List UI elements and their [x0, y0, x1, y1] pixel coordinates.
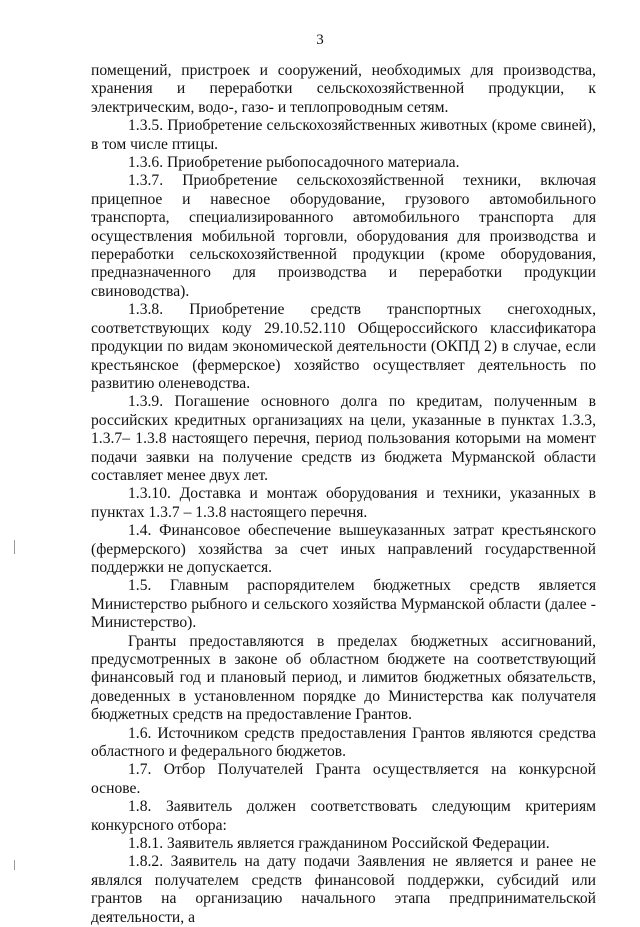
paragraph: 1.3.7. Приобретение сельскохозяйственной техники, включая прицепное и навесное оборудование, грузового автомобильного транспорта, специализированного автомобильного транспорта для осуществления мобильной торговли, оборудования для производства и переработки сельскохозяйственной продукции (кроме оборудования, предназначенного для производства и переработки продукции свиноводства).: [91, 172, 596, 300]
paragraph: 1.5. Главным распорядителем бюджетных средств является Министерство рыбного и сельского хозяйства Мурманской области (далее - Министерство).: [91, 577, 596, 632]
document-body: [91, 62, 596, 927]
paragraph: 1.7. Отбор Получателей Гранта осуществляется на конкурсной основе.: [91, 761, 596, 797]
paragraph: Гранты предоставляются в пределах бюджетных ассигнований, предусмотренных в законе об областном бюджете на соответствующий финансовый год и плановый период, и лимитов бюджетных обязательств, доведенных в установленном порядке до Министерства как получателя бюджетных средств на предоставление Грантов.: [91, 632, 596, 724]
paragraph: 1.3.9. Погашение основного долга по кредитам, полученным в российских кредитных организациях на цели, указанные в пунктах 1.3.3, 1.3.7– 1.3.8 настоящего перечня, период пользования которыми на момент подачи заявки на получение средств из бюджета Мурманской области составляет менее двух лет.: [91, 393, 596, 484]
paragraph: 1.4. Финансовое обеспечение вышеуказанных затрат крестьянского (фермерского) хозяйства за счет иных направлений государственной поддержки не допускается.: [91, 522, 596, 576]
page-number: 3: [316, 32, 324, 48]
paragraph: 1.3.6. Приобретение рыбопосадочного материала.: [128, 154, 460, 172]
paragraph: 1.3.5. Приобретение сельскохозяйственных животных (кроме свиней), в том числе птицы.: [91, 117, 596, 153]
paragraph: 1.8. Заявитель должен соответствовать следующим критериям конкурсного отбора:: [91, 798, 596, 834]
paragraph: 1.3.8. Приобретение средств транспортных снегоходных, соответствующих коду 29.10.52.110 Общероссийского классификатора продукции по видам экономической деятельности (ОКПД 2) в случае, если крестьянское (фермерское) хозяйство осуществляет деятельность по развитию оленеводства.: [91, 301, 596, 392]
paragraph: 1.3.10. Доставка и монтаж оборудования и техники, указанных в пунктах 1.3.7 – 1.3.8 настоящего перечня.: [91, 485, 596, 521]
paragraph: 1.8.1. Заявитель является гражданином Российской Федерации.: [128, 835, 550, 853]
margin-mark: [14, 540, 15, 554]
paragraph: помещений, пристроек и сооружений, необходимых для производства, хранения и переработки сельскохозяйственной продукции, к электрическим, водо-, газо- и теплопроводным сетям.: [91, 62, 596, 116]
paragraph: 1.8.2. Заявитель на дату подачи Заявления не является и ранее не являлся получателем средств финансовой поддержки, субсидий или грантов на организацию начального этапа предпринимательской деятельности, а: [91, 853, 596, 926]
paragraph: 1.6. Источником средств предоставления Грантов являются средства областного и федерального бюджетов.: [91, 724, 596, 761]
margin-mark: [14, 860, 15, 870]
